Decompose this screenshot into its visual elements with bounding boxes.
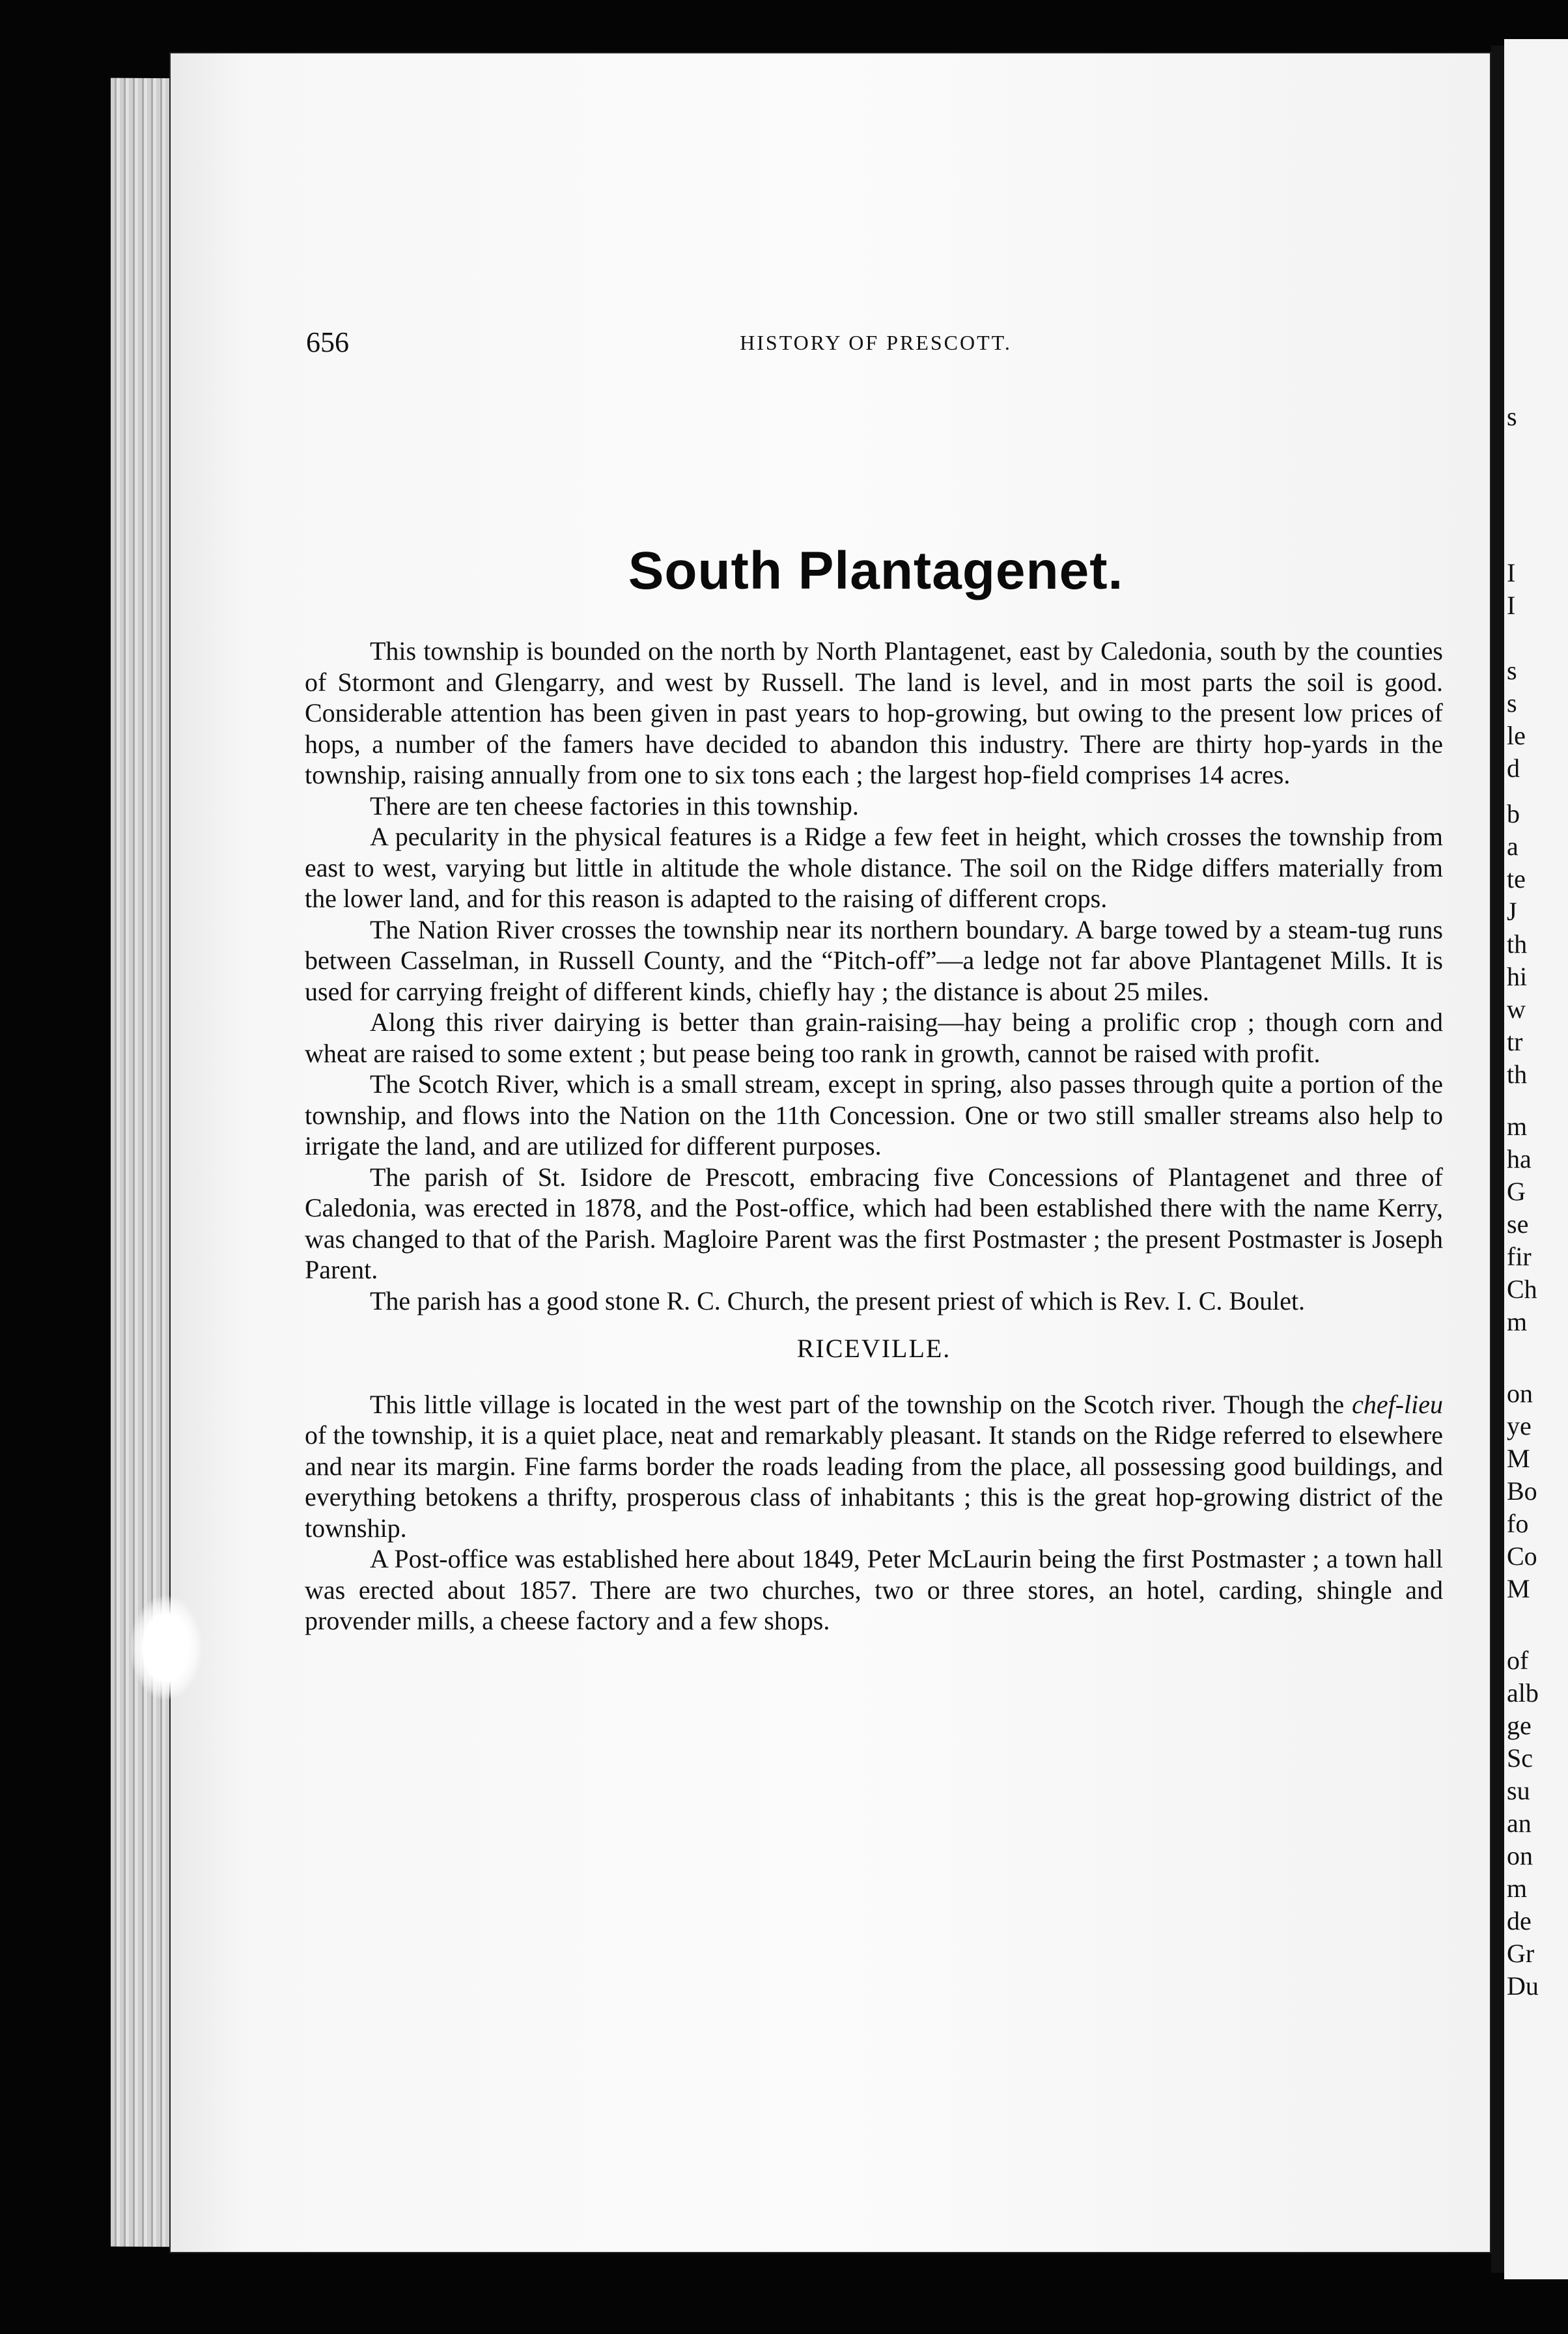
facing-page-fragment: on — [1507, 1379, 1533, 1408]
facing-page-fragment: w — [1507, 994, 1526, 1024]
facing-page-fragment: M — [1507, 1444, 1530, 1473]
facing-page-edge — [1504, 39, 1568, 2279]
facing-page-fragment: su — [1507, 1776, 1530, 1805]
facing-page-fragment: Ch — [1507, 1274, 1537, 1304]
facing-page-fragment: de — [1507, 1906, 1532, 1935]
section-heading-riceville: RICEVILLE. — [796, 1334, 951, 1363]
facing-page-fragment: Sc — [1507, 1743, 1533, 1773]
facing-page-fragment: fir — [1507, 1242, 1532, 1271]
facing-page-fragment: hi — [1507, 962, 1528, 991]
facing-page-fragment: G — [1507, 1177, 1526, 1206]
paragraph-dairying: Along this river dairying is better than grain-raising—hay being a prolific crop ; though corn and wheat are raised to some extent ; but pease being too rank in growth, cannot be raised with profit. — [305, 1007, 1443, 1068]
facing-page-fragment: s — [1507, 402, 1517, 431]
facing-page-fragment: se — [1507, 1209, 1529, 1239]
facing-page-fragment: Du — [1507, 1971, 1539, 2001]
facing-page-fragment: Bo — [1507, 1476, 1537, 1506]
paragraph-riceville-village — [305, 1389, 1443, 1544]
facing-page-fragment: on — [1507, 1841, 1533, 1870]
facing-page-fragment: th — [1507, 1060, 1528, 1089]
page-number: 656 — [306, 326, 349, 358]
paragraph-ridge: A pecularity in the physical features is a Ridge a few feet in height, which crosses the township from east to west, varying but little in altitude the whole distance. The soil on the Ridge differs materially from the lower land, and for this reason is adapted to the raising of different crops. — [305, 822, 1443, 913]
facing-page-fragment: le — [1507, 721, 1526, 750]
facing-page-fragment: Gr — [1507, 1939, 1535, 1968]
facing-page-fragment: m — [1507, 1307, 1528, 1336]
facing-page-fragment: b — [1507, 799, 1520, 828]
riceville-text-b: of the township, it is a quiet place, neat and remarkably pleasant. It stands on the Ridge referred to elsewhere and near its margin. Fine farms border the roads leading from the place, all possessing good buildings, and everything betokens a thrifty, prosperous class of inhabitants ; this is the great hop-growing district of the township. — [305, 1420, 1443, 1543]
facing-page-fragment: M — [1507, 1574, 1530, 1603]
paragraph-riceville-post-office: A Post-office was established here about 1849, Peter McLaurin being the first Postmaster ; a town hall was erected about 1857. There are two churches, two or three stores, an hotel, carding, shingle and provender mills, a cheese factory and a few shops. — [305, 1544, 1443, 1635]
facing-page-fragment: alb — [1507, 1678, 1539, 1708]
running-title: HISTORY OF PRESCOTT. — [740, 331, 1012, 354]
facing-page-fragment: Co — [1507, 1541, 1537, 1571]
facing-page-fragment: fo — [1507, 1509, 1529, 1538]
paper-stain — [130, 1596, 202, 1700]
paragraph-scotch-river: The Scotch River, which is a small stream, except in spring, also passes through quite a portion of the township, and flows into the Nation on the 11th Concession. One or two still smaller streams also help to irrigate the land, and are utilized for different purposes. — [305, 1069, 1443, 1160]
paragraph-church: The parish has a good stone R. C. Church, the present priest of which is Rev. I. C. Boulet. — [370, 1286, 1306, 1315]
facing-page-fragment: m — [1507, 1112, 1528, 1141]
riceville-italic: chef-lieu — [1352, 1389, 1443, 1419]
running-head — [306, 326, 1446, 365]
facing-page-fragment: m — [1507, 1874, 1528, 1903]
chapter-title: South Plantagenet. — [628, 541, 1124, 600]
facing-page-fragment: ha — [1507, 1144, 1532, 1174]
facing-page-fragment: tr — [1507, 1027, 1523, 1056]
facing-page-fragment: th — [1507, 929, 1528, 959]
facing-page-fragment: of — [1507, 1646, 1529, 1675]
facing-page-fragment: J — [1507, 897, 1517, 926]
riceville-text-a: This little village is located in the west part of the township on the Scotch river. Though the — [370, 1389, 1352, 1419]
facing-page-fragment: ge — [1507, 1711, 1532, 1740]
facing-page-fragment: s — [1507, 688, 1517, 718]
facing-page-fragment: ye — [1507, 1411, 1532, 1441]
body-text — [305, 636, 1443, 1637]
gutter — [1491, 46, 1504, 2273]
facing-page-fragment: I — [1507, 591, 1516, 620]
facing-page-fragment: s — [1507, 656, 1517, 685]
facing-page-fragment: an — [1507, 1808, 1532, 1838]
paragraph-nation-river: The Nation River crosses the township near its northern boundary. A barge towed by a steam-tug runs between Casselman, in Russell County, and the “Pitch-off”—a ledge not far above Plantagenet Mills. It is used for carrying freight of different kinds, chiefly hay ; the distance is about 25 miles. — [305, 914, 1443, 1006]
facing-page-fragment: te — [1507, 864, 1526, 893]
paragraph-cheese: There are ten cheese factories in this township. — [370, 791, 859, 821]
paragraph-st-isidore: The parish of St. Isidore de Prescott, embracing five Concessions of Plantagenet and three of Caledonia, was erected in 1878, and the Post-office, which had been established there with the name Kerry, was changed to that of the Parish. Magloire Parent was the first Postmaster ; the present Postmaster is Joseph Parent. — [305, 1162, 1443, 1284]
facing-page-fragment: a — [1507, 832, 1519, 861]
facing-page-fragment: I — [1507, 558, 1516, 587]
facing-page-fragment: d — [1507, 753, 1520, 783]
paragraph-boundaries: This township is bounded on the north by North Plantagenet, east by Caledonia, south by the counties of Stormont and Glengarry, and west by Russell. The land is level, and in most parts the soil is good. Considerable attention has been given in past years to hop-growing, but owing to the present low prices of hops, a number of the famers have decided to abandon this industry. There are thirty hop-yards in the township, raising annually from one to six tons each ; the largest hop-field comprises 14 acres. — [305, 636, 1443, 789]
